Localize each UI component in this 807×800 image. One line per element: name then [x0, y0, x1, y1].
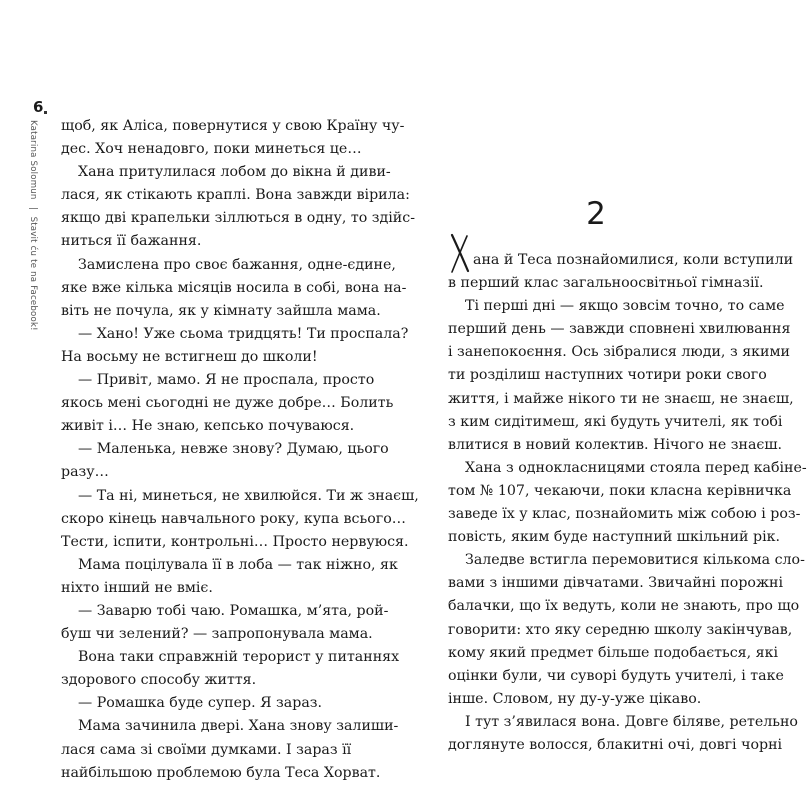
text-line: балачки, що їх ведуть, коли не знають, про що: [448, 598, 800, 615]
text-line: Заледве встигла перемовитися кількома сло-: [465, 552, 805, 569]
text-line: лася, як стікають краплі. Вона завжди вірила:: [61, 187, 410, 204]
text-line: інше. Словом, ну ду-у-уже цікаво.: [448, 690, 702, 707]
text-line: Замислена про своє бажання, одне-єдине,: [78, 256, 396, 273]
page-number: 6: [33, 98, 44, 116]
text-line: віть не почула, як у кімнату зайшла мама.: [61, 302, 381, 319]
text-line: ти розділиш наступних чотири роки свого: [448, 367, 767, 384]
text-line: якось мені сьогодні не дуже добре… Болить: [61, 395, 394, 412]
text-line: Мама зачинила двері. Хана знову залиши-: [78, 718, 399, 735]
running-head-author: Katarina Solomun: [28, 120, 38, 200]
text-line: разу…: [61, 464, 109, 481]
text-line: дес. Хоч ненадовго, поки минеться це…: [61, 141, 362, 158]
text-line: з ким сидітимеш, які будуть учителі, як тобі: [448, 413, 783, 430]
text-line: ана й Теса познайомилися, коли вступили: [473, 252, 794, 268]
text-line: якщо дві крапельки зіллються в одну, то здійс-: [61, 210, 415, 227]
text-line: яке вже кілька місяців носила в собі, вона на-: [61, 279, 407, 296]
text-line: скоро кінець навчального року, купа всього…: [61, 510, 406, 527]
text-line: — Хано! Уже сьома тридцять! Ти проспала?: [78, 325, 409, 342]
running-head-title: Stavit ću te na Facebook!: [28, 216, 38, 331]
text-line: — Та ні, минеться, не хвилюйся. Ти ж знаєш,: [78, 487, 419, 504]
text-line: найбільшою проблемою була Теса Хорват.: [61, 764, 381, 781]
text-line: і занепокоєння. Ось зібралися люди, з якими: [448, 344, 790, 361]
text-line: На восьму не встигнеш до школи!: [61, 348, 318, 365]
text-line: Вона таки справжній терорист у питаннях: [78, 649, 400, 666]
text-line: здорового способу життя.: [61, 672, 257, 689]
text-line: кому який предмет більше подобається, які: [448, 644, 778, 661]
text-line: Хана притулилася лобом до вікна й диви-: [78, 164, 391, 181]
text-line: оцінки були, чи суворі будуть учителі, і таке: [448, 667, 784, 684]
text-line: в перший клас загальноосвітньої гімназії.: [448, 275, 764, 292]
text-line: буш чи зелений? — запропонувала мама.: [61, 626, 373, 643]
text-line: повість, яким буде наступний шкільний рік.: [448, 529, 781, 546]
text-line: — Привіт, мамо. Я не проспала, просто: [78, 372, 375, 389]
text-line: — Ромашка буде супер. Я зараз.: [78, 695, 323, 712]
text-line: — Маленька, невже знову? Думаю, цього: [78, 441, 389, 458]
text-line: влитися в новий колектив. Нічого не знаєш.: [448, 436, 783, 453]
running-head: [28, 120, 38, 331]
right-page-text: [448, 249, 807, 757]
text-line: — Заварю тобі чаю. Ромашка, м’ята, рой-: [78, 602, 389, 619]
text-line: І тут з’явилася вона. Довге біляве, ретельно: [465, 713, 798, 730]
text-line: Хана з однокласницями стояла перед кабіне-: [465, 459, 807, 476]
page-number-dot: [44, 111, 47, 114]
text-line: том № 107, чекаючи, поки класна керівничка: [448, 482, 792, 499]
chapter-number: 2: [586, 196, 606, 232]
text-line: Тести, іспити, контрольні… Просто нервуюся.: [61, 533, 409, 550]
text-line: щоб, як Аліса, повернутися у свою Країну чу-: [61, 118, 405, 134]
text-line: вами з іншими дівчатами. Звичайні порожні: [448, 575, 783, 592]
text-line: заведе їх у клас, познайомить між собою і роз-: [448, 506, 801, 523]
text-line: ниться її бажання.: [61, 233, 202, 250]
text-line: доглянуте волосся, блакитні очі, довгі чорні: [448, 736, 783, 753]
text-line: перший день — завжди сповнені хвилювання: [448, 321, 791, 338]
left-page-text: [61, 115, 419, 785]
text-line: Ті перші дні — якщо зовсім точно, то саме: [465, 298, 785, 315]
text-line: життя, і майже нікого ти не знаєш, не знаєш,: [448, 390, 794, 407]
text-line: Мама поцілувала її в лоба — так ніжно, як: [78, 556, 398, 573]
text-line: лася сама зі своїми думками. І зараз її: [61, 741, 352, 758]
text-line: ніхто інший не вміє.: [61, 579, 213, 596]
text-line: живіт і… Не знаю, кепсько почуваюся.: [61, 418, 355, 435]
text-line: говорити: хто яку середню школу закінчував,: [448, 621, 793, 638]
running-head-separator: |: [28, 206, 38, 210]
